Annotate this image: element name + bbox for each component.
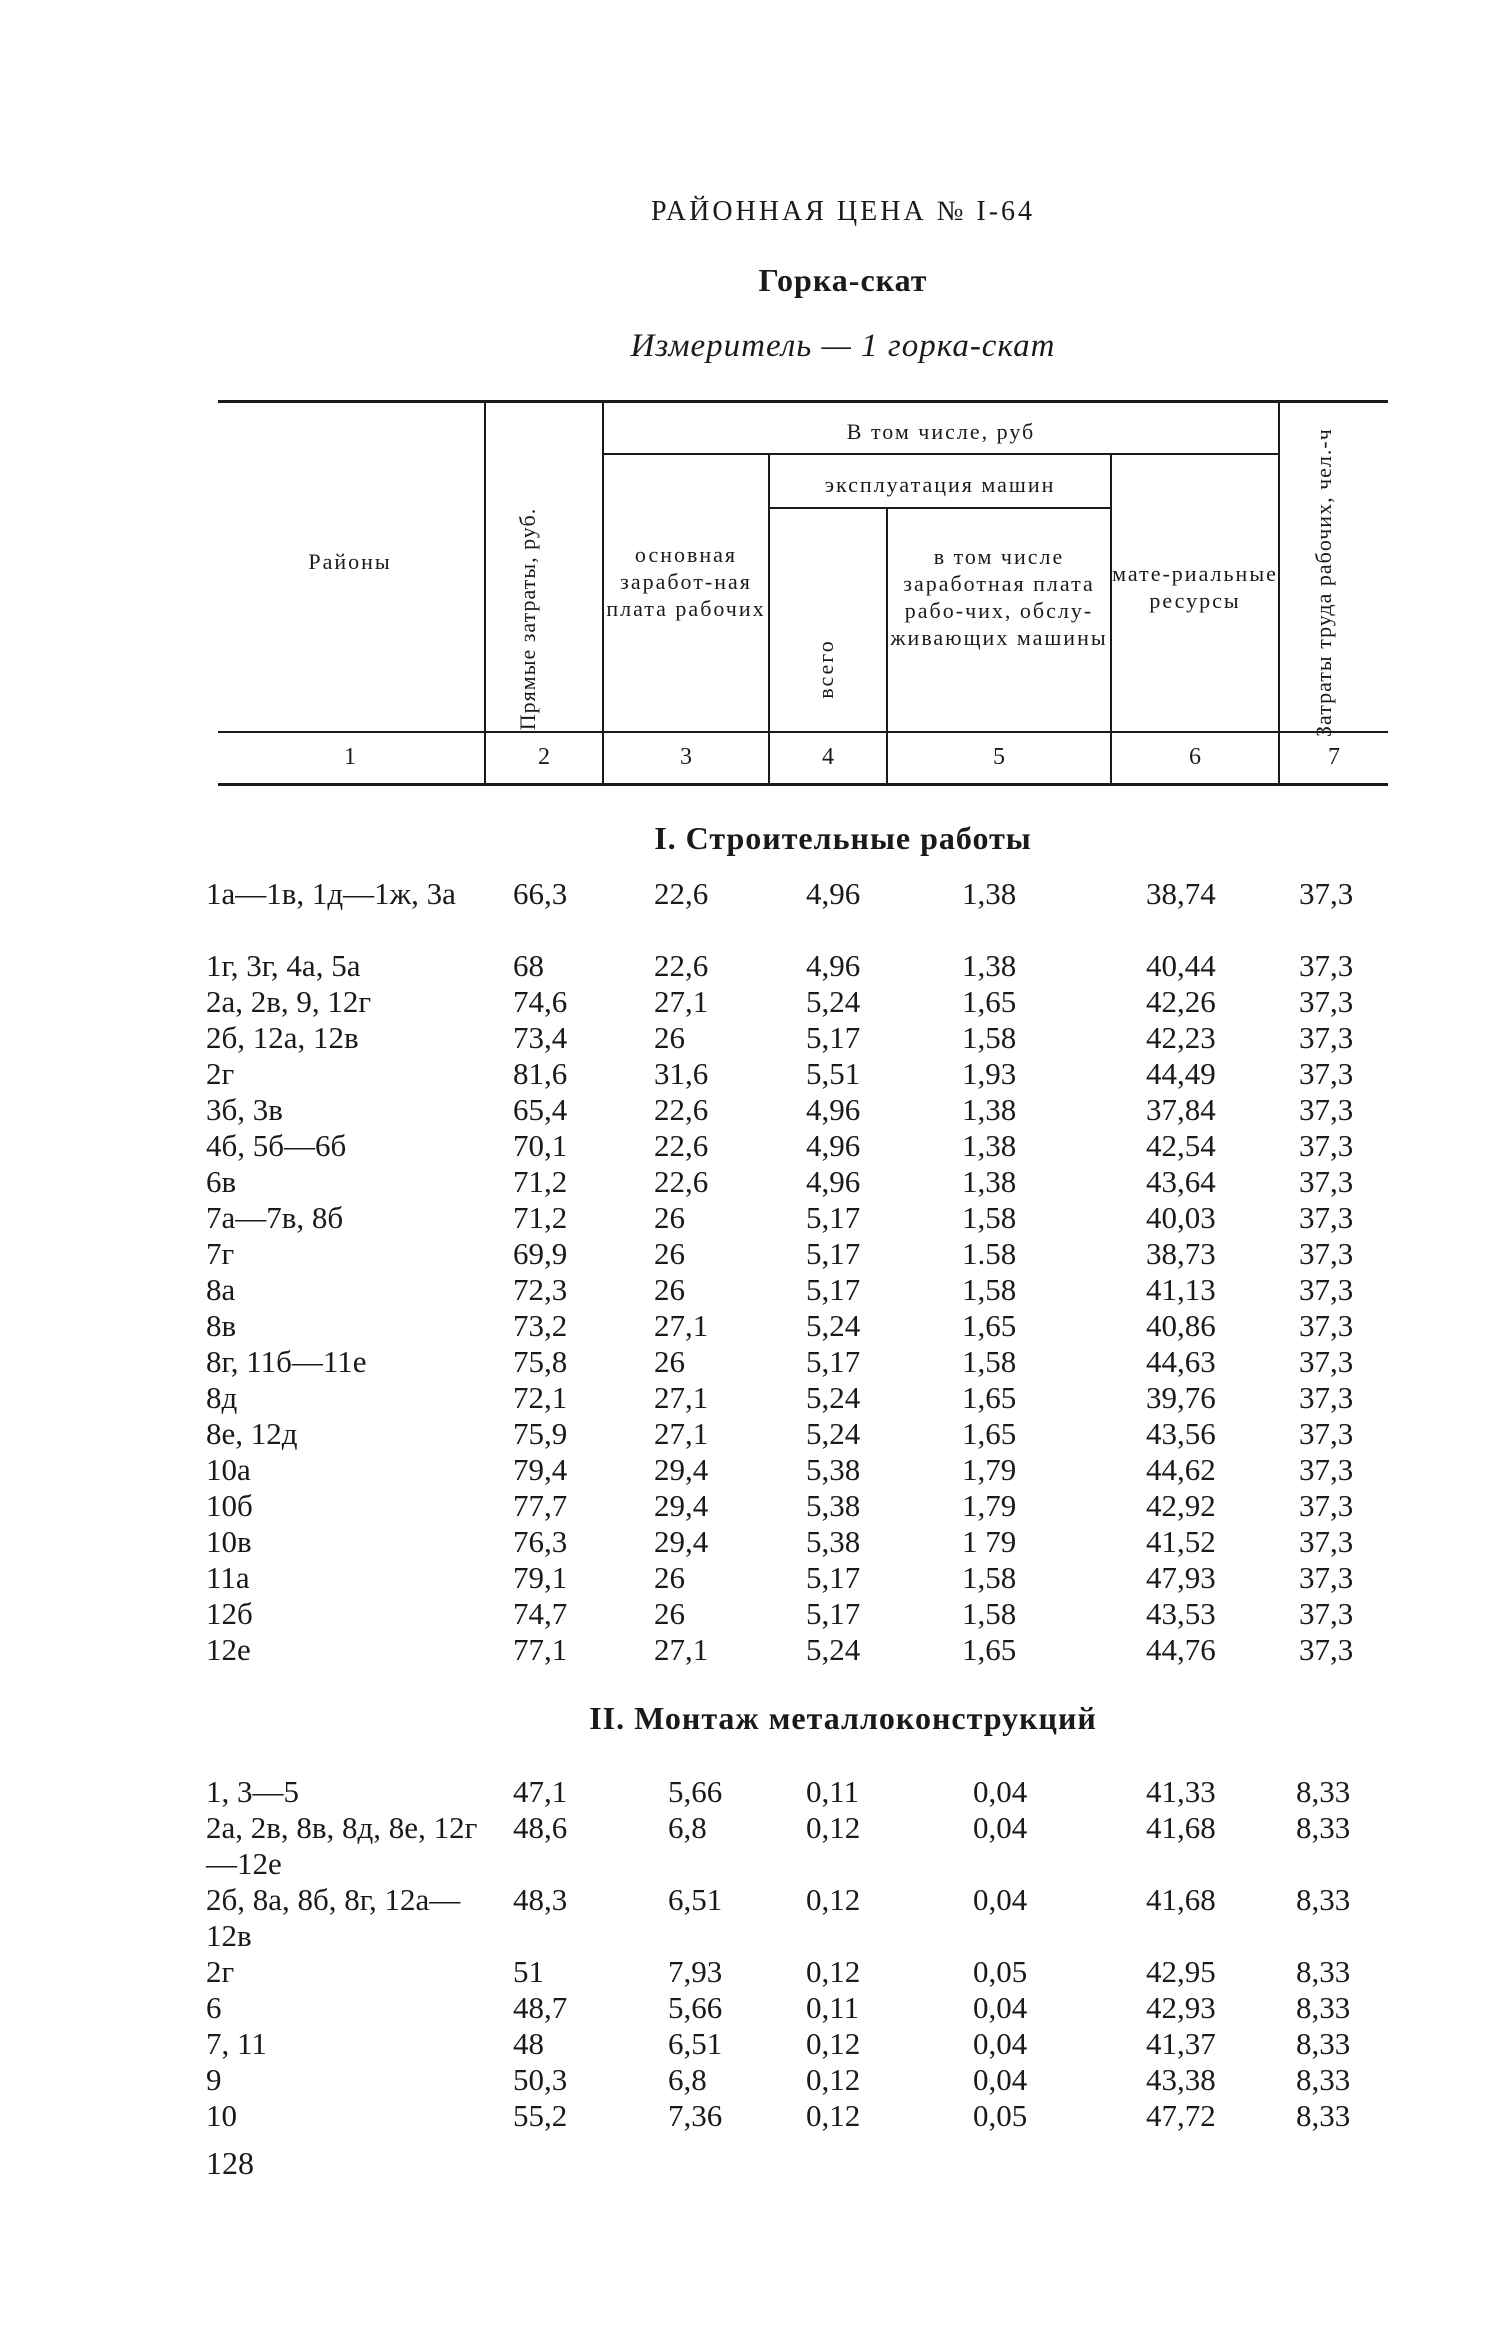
value-cell: 37,3 [1299,1020,1354,1055]
value-cell: 74,7 [513,1596,568,1631]
value-cell: 6,8 [668,2062,707,2097]
district-cell: 10а [206,1452,251,1487]
value-cell: 1.58 [962,1236,1017,1271]
value-cell: 37,3 [1299,1380,1354,1415]
value-cell: 47,1 [513,1774,568,1809]
value-cell: 22,6 [654,948,709,983]
value-cell: 29,4 [654,1452,709,1487]
value-cell: 41,52 [1146,1524,1216,1559]
value-cell: 0,05 [973,2098,1028,2133]
value-cell: 42,95 [1146,1954,1216,1989]
value-cell: 41,33 [1146,1774,1216,1809]
district-cell: 1а—1в, 1д—1ж, 3а [206,876,456,911]
value-cell: 6,8 [668,1810,707,1845]
value-cell: 8,33 [1296,1990,1351,2025]
value-cell: 37,3 [1299,876,1354,911]
header-base-wages: основная заработ-ная плата рабочих [606,542,766,621]
value-cell: 0,12 [806,1954,861,1989]
divider-1 [484,403,486,783]
section-1-title: I. Строительные работы [654,820,1032,856]
value-cell: 37,3 [1299,1344,1354,1379]
value-cell: 5,17 [806,1596,861,1631]
value-cell: 41,68 [1146,1882,1216,1917]
value-cell: 1,58 [962,1200,1017,1235]
value-cell: 0,04 [973,2062,1028,2097]
column-number: 7 [1328,744,1340,770]
value-cell: 0,12 [806,2026,861,2061]
value-cell: 5,24 [806,984,861,1019]
district-cell: 2г [206,1954,235,1989]
value-cell: 26 [654,1596,685,1631]
value-cell: 1,65 [962,1632,1017,1667]
value-cell: 37,84 [1146,1092,1216,1127]
value-cell: 5,38 [806,1452,861,1487]
header-direct-costs: Прямые затраты, руб. [515,507,540,731]
value-cell: 0,11 [806,1774,860,1809]
value-cell: 41,13 [1146,1272,1216,1307]
value-cell: 0,04 [973,1810,1028,1845]
value-cell: 79,1 [513,1560,568,1595]
value-cell: 5,17 [806,1020,861,1055]
value-cell: 5,66 [668,1990,723,2025]
value-cell: 26 [654,1560,685,1595]
header-including: В том числе, руб [846,419,1036,444]
district-cell: 6в [206,1164,237,1199]
value-cell: 8,33 [1296,2026,1351,2061]
district-cell: 10в [206,1524,252,1559]
value-cell: 1,65 [962,984,1017,1019]
value-cell: 37,3 [1299,1632,1354,1667]
value-cell: 40,86 [1146,1308,1216,1343]
value-cell: 5,17 [806,1200,861,1235]
district-cell: 2а, 2в, 8в, 8д, 8е, 12г—12е [206,1810,478,1881]
district-cell: 8е, 12д [206,1416,298,1451]
value-cell: 1,65 [962,1380,1017,1415]
value-cell: 22,6 [654,1092,709,1127]
value-cell: 1,65 [962,1416,1017,1451]
header-districts: Районы [308,549,392,574]
value-cell: 71,2 [513,1200,568,1235]
value-cell: 38,74 [1146,876,1216,911]
value-cell: 37,3 [1299,948,1354,983]
district-cell: 12б [206,1596,253,1631]
value-cell: 26 [654,1272,685,1307]
value-cell: 22,6 [654,1128,709,1163]
value-cell: 47,93 [1146,1560,1216,1595]
value-cell: 74,6 [513,984,568,1019]
including-group-rule [604,453,1280,455]
value-cell: 29,4 [654,1488,709,1523]
value-cell: 50,3 [513,2062,568,2097]
value-cell: 7,93 [668,1954,723,1989]
value-cell: 75,9 [513,1416,568,1451]
district-cell: 8в [206,1308,237,1343]
value-cell: 69,9 [513,1236,568,1271]
value-cell: 5,17 [806,1272,861,1307]
value-cell: 44,76 [1146,1632,1216,1667]
value-cell: 8,33 [1296,1810,1351,1845]
district-cell: 9 [206,2062,222,2097]
value-cell: 39,76 [1146,1380,1216,1415]
value-cell: 42,54 [1146,1128,1216,1163]
value-cell: 0,05 [973,1954,1028,1989]
column-number: 4 [822,744,834,770]
value-cell: 0,04 [973,1774,1028,1809]
value-cell: 37,3 [1299,1164,1354,1199]
value-cell: 43,56 [1146,1416,1216,1451]
value-cell: 27,1 [654,1416,709,1451]
value-cell: 5,38 [806,1524,861,1559]
column-number: 2 [538,744,550,770]
value-cell: 1,38 [962,948,1017,983]
district-cell: 10 [206,2098,237,2133]
value-cell: 37,3 [1299,984,1354,1019]
header-top-rule [218,400,1388,403]
value-cell: 27,1 [654,984,709,1019]
value-cell: 51 [513,1954,544,1989]
value-cell: 40,03 [1146,1200,1216,1235]
value-cell: 42,23 [1146,1020,1216,1055]
value-cell: 26 [654,1344,685,1379]
value-cell: 1,79 [962,1488,1017,1523]
value-cell: 37,3 [1299,1092,1354,1127]
value-cell: 37,3 [1299,1452,1354,1487]
value-cell: 43,38 [1146,2062,1216,2097]
value-cell: 72,3 [513,1272,568,1307]
value-cell: 42,92 [1146,1488,1216,1523]
value-cell: 0,12 [806,2062,861,2097]
value-cell: 1,58 [962,1596,1017,1631]
value-cell: 37,3 [1299,1272,1354,1307]
value-cell: 0,11 [806,1990,860,2025]
value-cell: 37,3 [1299,1056,1354,1091]
value-cell: 1,65 [962,1308,1017,1343]
value-cell: 27,1 [654,1632,709,1667]
value-cell: 76,3 [513,1524,568,1559]
value-cell: 41,37 [1146,2026,1216,2061]
value-cell: 41,68 [1146,1810,1216,1845]
value-cell: 37,3 [1299,1200,1354,1235]
value-cell: 0,04 [973,1882,1028,1917]
value-cell: 66,3 [513,876,568,911]
value-cell: 77,7 [513,1488,568,1523]
value-cell: 1,79 [962,1452,1017,1487]
value-cell: 65,4 [513,1092,568,1127]
value-cell: 5,24 [806,1632,861,1667]
value-cell: 48,3 [513,1882,568,1917]
machine-group-rule [770,507,1110,509]
value-cell: 75,8 [513,1344,568,1379]
header-bottom-rule [218,731,1388,733]
value-cell: 71,2 [513,1164,568,1199]
value-cell: 1,38 [962,876,1017,911]
value-cell: 77,1 [513,1632,568,1667]
district-cell: 2г [206,1056,235,1091]
price-heading: РАЙОННАЯ ЦЕНА № I-64 [650,196,1036,227]
value-cell: 7,36 [668,2098,723,2133]
divider-5 [1110,455,1112,783]
value-cell: 0,04 [973,2026,1028,2061]
value-cell: 44,49 [1146,1056,1216,1091]
value-cell: 1,58 [962,1560,1017,1595]
value-cell: 1 79 [962,1524,1017,1559]
value-cell: 73,4 [513,1020,568,1055]
value-cell: 4,96 [806,948,861,983]
value-cell: 0,12 [806,2098,861,2133]
value-cell: 0,04 [973,1990,1028,2025]
value-cell: 0,12 [806,1810,861,1845]
value-cell: 70,1 [513,1128,568,1163]
value-cell: 42,26 [1146,984,1216,1019]
value-cell: 6,51 [668,1882,723,1917]
value-cell: 8,33 [1296,2098,1351,2133]
header-materials: мате-риальные ресурсы [1112,561,1278,613]
value-cell: 44,62 [1146,1452,1216,1487]
value-cell: 43,53 [1146,1596,1216,1631]
value-cell: 5,24 [806,1380,861,1415]
district-cell: 2б, 8а, 8б, 8г, 12а—12в [206,1882,461,1953]
value-cell: 0,12 [806,1882,861,1917]
value-cell: 26 [654,1200,685,1235]
divider-6 [1278,403,1280,783]
column-number: 3 [680,744,692,770]
value-cell: 37,3 [1299,1488,1354,1523]
colnum-bottom-rule [218,783,1388,786]
value-cell: 8,33 [1296,1774,1351,1809]
district-cell: 2б, 12а, 12в [206,1020,359,1055]
value-cell: 42,93 [1146,1990,1216,2025]
divider-3 [768,455,770,783]
value-cell: 81,6 [513,1056,568,1091]
value-cell: 1,38 [962,1092,1017,1127]
value-cell: 72,1 [513,1380,568,1415]
district-cell: 1, 3—5 [206,1774,299,1809]
value-cell: 43,64 [1146,1164,1216,1199]
value-cell: 37,3 [1299,1416,1354,1451]
value-cell: 73,2 [513,1308,568,1343]
value-cell: 5,17 [806,1344,861,1379]
value-cell: 29,4 [654,1524,709,1559]
value-cell: 27,1 [654,1308,709,1343]
value-cell: 48,7 [513,1990,568,2025]
value-cell: 55,2 [513,2098,568,2133]
district-cell: 7а—7в, 8б [206,1200,344,1235]
column-number: 1 [344,744,356,770]
value-cell: 1,93 [962,1056,1017,1091]
value-cell: 5,51 [806,1056,861,1091]
value-cell: 40,44 [1146,948,1216,983]
district-cell: 12е [206,1632,251,1667]
value-cell: 4,96 [806,1128,861,1163]
district-cell: 8г, 11б—11е [206,1344,367,1379]
value-cell: 48,6 [513,1810,568,1845]
value-cell: 4,96 [806,876,861,911]
value-cell: 37,3 [1299,1560,1354,1595]
value-cell: 4,96 [806,1164,861,1199]
district-cell: 10б [206,1488,253,1523]
value-cell: 5,66 [668,1774,723,1809]
value-cell: 6,51 [668,2026,723,2061]
value-cell: 26 [654,1020,685,1055]
unit-of-measure: Измеритель — 1 горка-скат [630,328,1056,364]
district-cell: 3б, 3в [206,1092,283,1127]
section-2-title: II. Монтаж металлоконструкций [589,1700,1097,1736]
value-cell: 5,38 [806,1488,861,1523]
district-cell: 8а [206,1272,236,1307]
header-labor: Затраты труда рабочих, чел.-ч [1311,428,1336,737]
district-cell: 2а, 2в, 9, 12г [206,984,372,1019]
object-title: Горка-скат [758,262,928,298]
value-cell: 22,6 [654,876,709,911]
value-cell: 1,58 [962,1344,1017,1379]
value-cell: 8,33 [1296,2062,1351,2097]
value-cell: 1,38 [962,1164,1017,1199]
district-cell: 8д [206,1380,238,1415]
value-cell: 1,58 [962,1272,1017,1307]
value-cell: 44,63 [1146,1344,1216,1379]
district-cell: 1г, 3г, 4а, 5а [206,948,361,983]
value-cell: 37,3 [1299,1596,1354,1631]
value-cell: 5,24 [806,1416,861,1451]
column-number: 6 [1189,744,1201,770]
header-machine-operation: эксплуатация машин [824,472,1056,497]
value-cell: 37,3 [1299,1236,1354,1271]
value-cell: 38,73 [1146,1236,1216,1271]
value-cell: 5,24 [806,1308,861,1343]
value-cell: 68 [513,948,544,983]
page-number: 128 [206,2145,254,2181]
header-machine-wages: в том числе заработная плата рабо-чих, обслу-живающих машины [890,544,1108,650]
district-cell: 7, 11 [206,2026,267,2061]
value-cell: 1,38 [962,1128,1017,1163]
value-cell: 8,33 [1296,1954,1351,1989]
value-cell: 26 [654,1236,685,1271]
value-cell: 37,3 [1299,1128,1354,1163]
value-cell: 31,6 [654,1056,709,1091]
value-cell: 1,58 [962,1020,1017,1055]
value-cell: 5,17 [806,1560,861,1595]
district-cell: 6 [206,1990,222,2025]
value-cell: 79,4 [513,1452,568,1487]
district-cell: 11а [206,1560,250,1595]
value-cell: 47,72 [1146,2098,1216,2133]
district-cell: 4б, 5б—6б [206,1128,347,1163]
district-cell: 7г [206,1236,235,1271]
value-cell: 4,96 [806,1092,861,1127]
value-cell: 5,17 [806,1236,861,1271]
value-cell: 27,1 [654,1380,709,1415]
value-cell: 8,33 [1296,1882,1351,1917]
header-total: всего [813,639,838,699]
value-cell: 37,3 [1299,1308,1354,1343]
value-cell: 22,6 [654,1164,709,1199]
column-number: 5 [993,744,1005,770]
value-cell: 37,3 [1299,1524,1354,1559]
value-cell: 48 [513,2026,544,2061]
